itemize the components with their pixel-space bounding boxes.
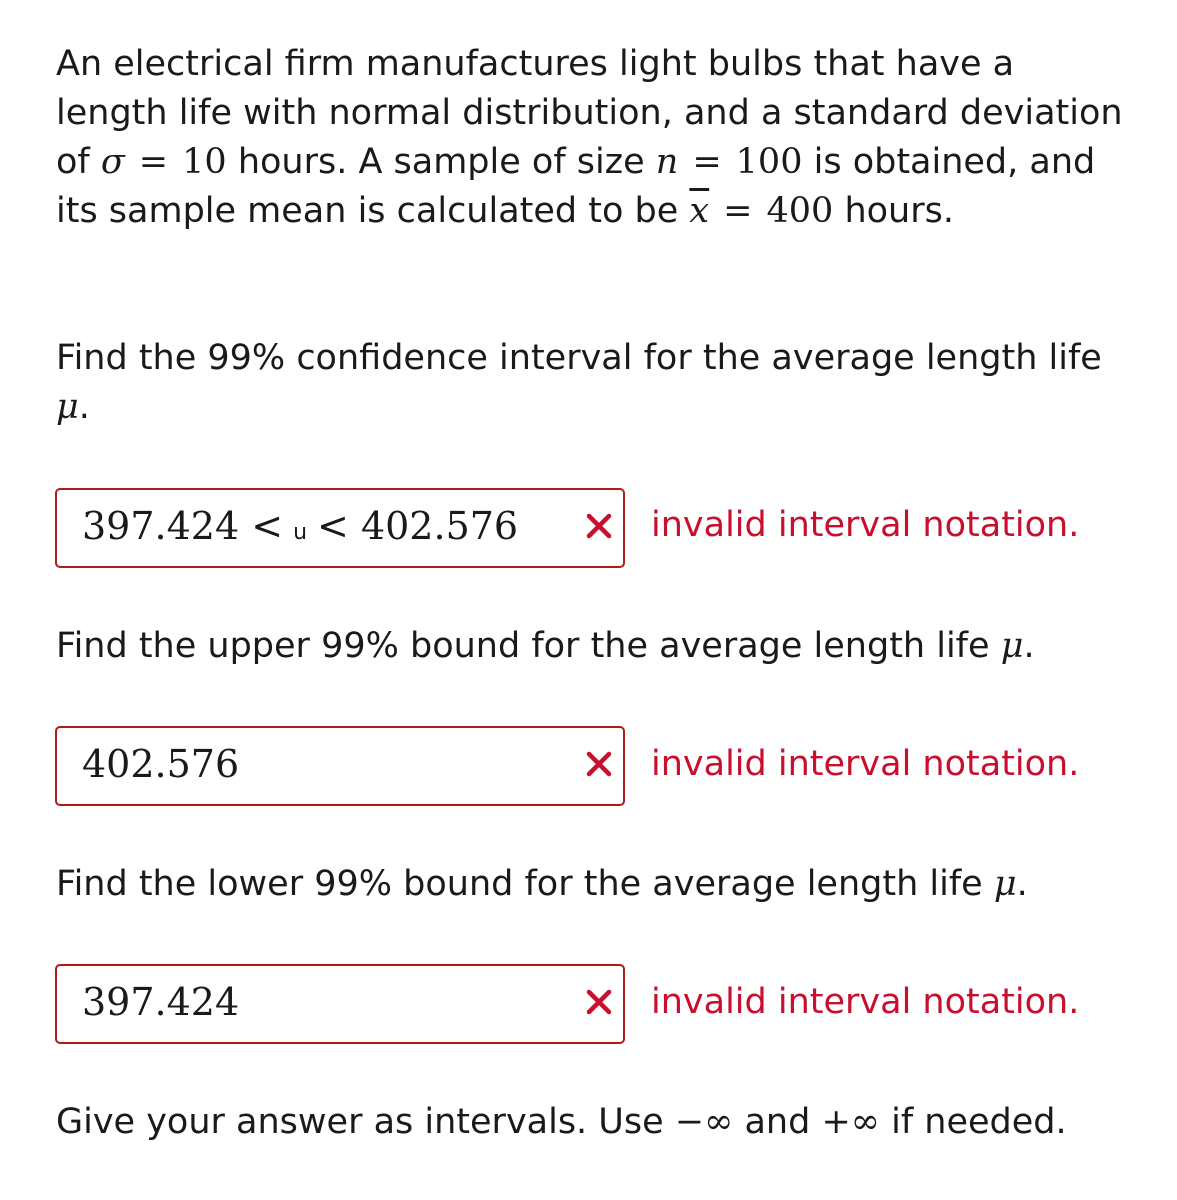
- x-mark-icon: [585, 988, 613, 1016]
- q1-prompt-text: Find the 99% confidence interval for the average length life: [56, 338, 1102, 378]
- negative-infinity: −∞: [674, 1102, 734, 1142]
- mu-symbol: μ: [56, 387, 79, 427]
- xbar-symbol: $\overline{x}$: [689, 191, 710, 231]
- xbar-value: 400: [766, 191, 834, 231]
- mu-symbol: μ: [993, 864, 1017, 904]
- q1-answer-lower: 397.424: [82, 504, 240, 548]
- instruction-and: and: [744, 1102, 811, 1142]
- x-mark-icon: [585, 512, 613, 540]
- q3-prompt-text: Find the lower 99% bound for the average length life: [56, 864, 983, 904]
- problem-statement: [56, 40, 1136, 236]
- n-value: 100: [735, 142, 803, 182]
- sigma-value: 10: [182, 142, 227, 182]
- equals-sign: =: [723, 191, 753, 231]
- x-mark-icon: [585, 750, 613, 778]
- q1-answer-var: u: [293, 520, 308, 545]
- equals-sign: =: [692, 142, 722, 182]
- answer-instruction: [56, 1098, 1067, 1147]
- q2-feedback: invalid interval notation.: [651, 744, 1080, 784]
- q3-answer-field[interactable]: [55, 964, 625, 1044]
- q2-answer-value[interactable]: 402.576: [82, 742, 240, 786]
- q1-answer-field[interactable]: [55, 488, 625, 568]
- positive-infinity: +∞: [821, 1102, 880, 1142]
- q3-feedback: invalid interval notation.: [651, 982, 1080, 1022]
- q1-answer-value[interactable]: [82, 504, 518, 555]
- question-2-prompt: Find the upper 99% bound for the average length life μ.: [56, 626, 1035, 666]
- question-1-prompt: Find the 99% confidence interval for the average length life μ.: [56, 338, 1102, 427]
- q1-answer-upper: 402.576: [360, 504, 519, 548]
- question-3-prompt: Find the lower 99% bound for the average length life μ.: [56, 864, 1028, 904]
- instruction-part-2: if needed.: [891, 1102, 1067, 1142]
- q2-answer-field[interactable]: [55, 726, 625, 806]
- q2-prompt-text: Find the upper 99% bound for the average length life: [56, 626, 990, 666]
- less-than-sign: <: [251, 504, 284, 548]
- problem-intro-4: hours.: [844, 191, 954, 231]
- mu-symbol: μ: [1000, 626, 1024, 666]
- q1-feedback: invalid interval notation.: [651, 505, 1080, 545]
- less-than-sign: <: [317, 504, 361, 548]
- problem-intro-3: is obtained, and its sample mean is calculated to be: [56, 142, 1096, 231]
- q3-answer-value[interactable]: 397.424: [82, 980, 240, 1024]
- n-symbol: n: [655, 142, 679, 182]
- instruction-part-1: Give your answer as intervals. Use: [56, 1102, 664, 1142]
- problem-intro-1: An electrical firm manufactures light bulbs that have a length life with normal distribution, and a standard deviation of: [56, 44, 1123, 182]
- problem-intro-2: hours. A sample of size: [237, 142, 645, 182]
- sigma-symbol: σ: [100, 142, 125, 182]
- equals-sign: =: [138, 142, 169, 182]
